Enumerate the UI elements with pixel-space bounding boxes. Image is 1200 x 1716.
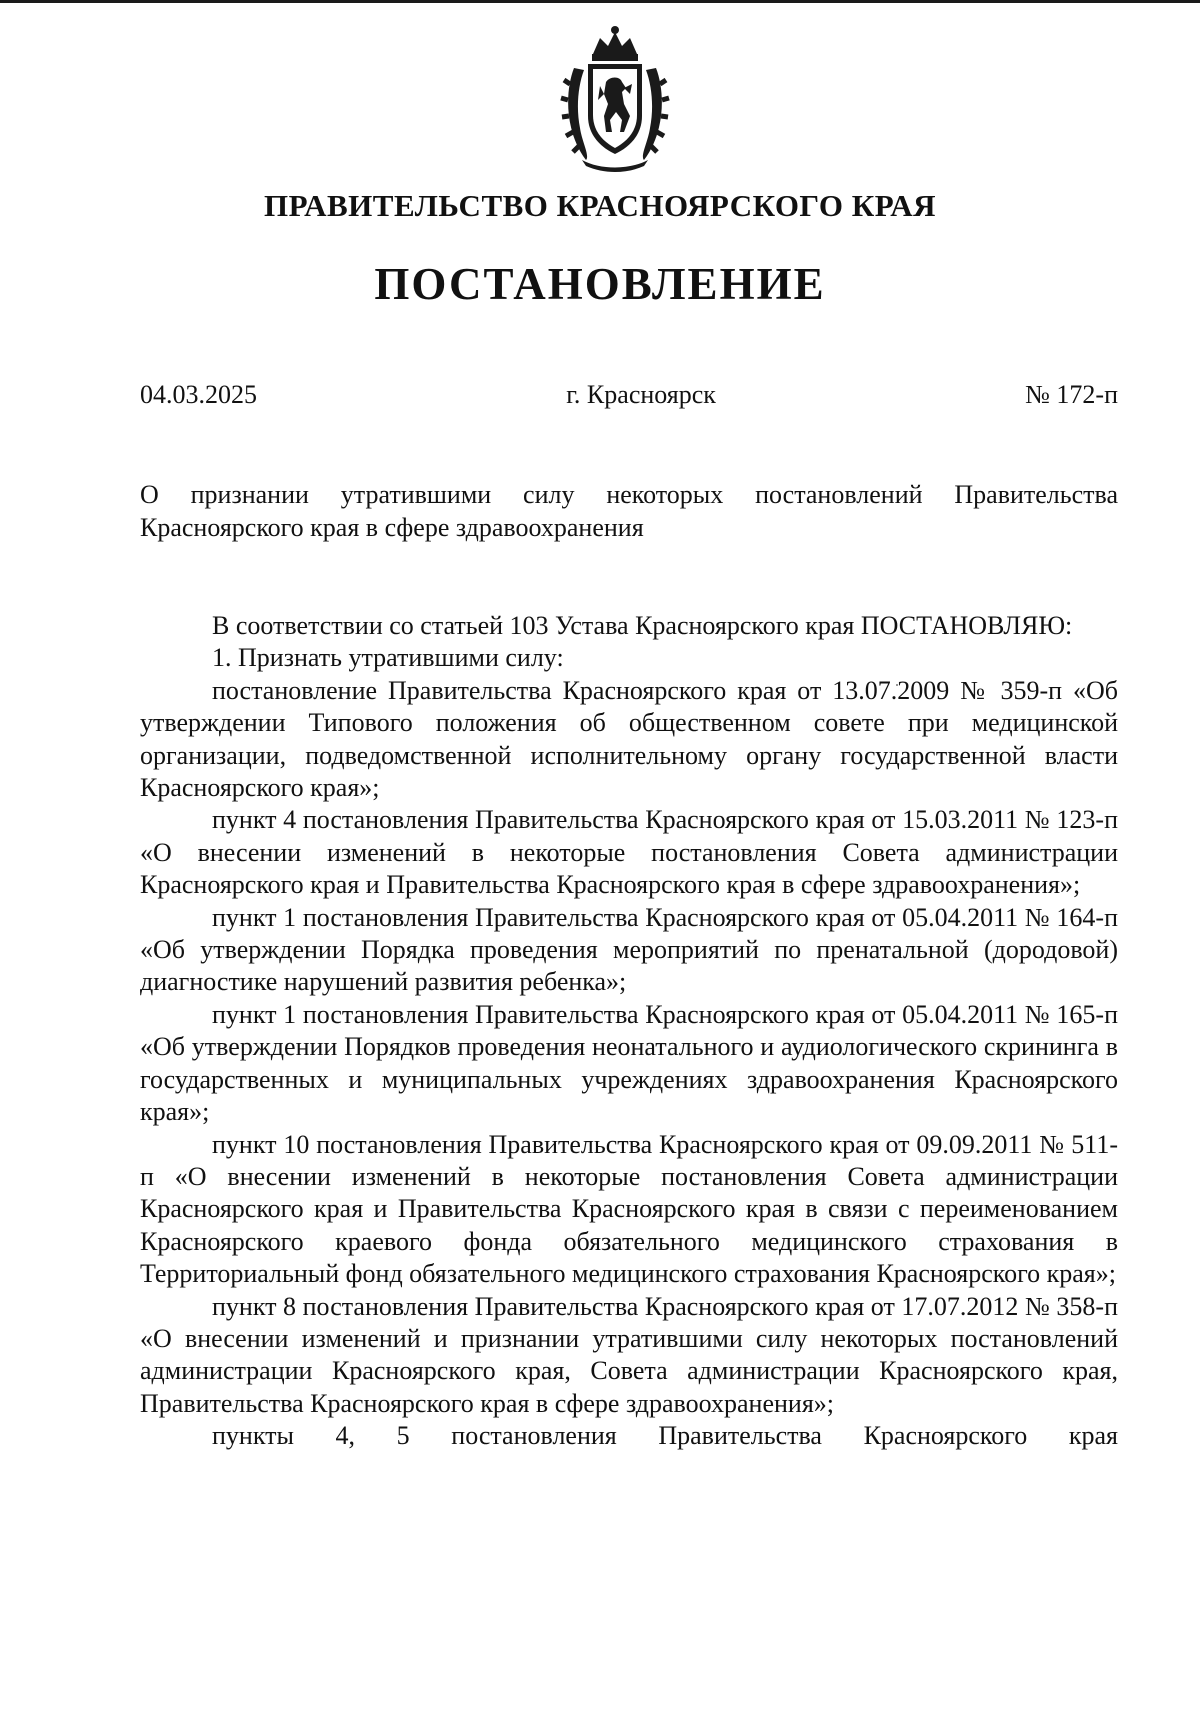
document-number: № 172-п <box>1025 380 1118 409</box>
body-paragraph-repeal-165: пункт 1 постановления Правительства Красноярского края от 05.04.2011 № 165-п «Об утверждении Порядков проведения неонатального и аудиологического скрининга в государственных и муниципальных учреждениях здравоохранения Красноярского края»; <box>140 999 1118 1127</box>
body-paragraph-repeal-123: пункт 4 постановления Правительства Красноярского края от 15.03.2011 № 123-п «О внесении изменений в некоторые постановления Совета администрации Красноярского края и Правительства Красноярского края в сфере здравоохранения»; <box>140 805 1118 900</box>
document-subject <box>140 478 1118 544</box>
body-paragraph-repeal-511: пункт 10 постановления Правительства Красноярского края от 09.09.2011 № 511-п «О внесении изменений в некоторые постановления Совета администрации Красноярского края и Правительства Красноярского края в связи с переименованием Красноярского краевого фонда обязательного медицинского страхования в Территориальный фонд обязательного медицинского страхования Красноярского края»; <box>140 1129 1118 1289</box>
scan-top-edge <box>0 0 1200 3</box>
body-paragraph-repeal-164: пункт 1 постановления Правительства Красноярского края от 05.04.2011 № 164-п «Об утверждении Порядка проведения мероприятий по пренатальной (дородовой) диагностике нарушений развития ребенка»; <box>140 902 1118 997</box>
body-paragraph-repeal-points-4-5: пункты 4, 5 постановления Правительства Красноярского края <box>212 1421 1118 1451</box>
document-type-title: ПОСТАНОВЛЕНИЕ <box>374 259 826 309</box>
document-date: 04.03.2025 <box>140 380 257 409</box>
body-paragraph-item-1: 1. Признать утратившими силу: <box>212 643 564 673</box>
body-paragraph-repeal-358: пункт 8 постановления Правительства Красноярского края от 17.07.2012 № 358-п «О внесении изменений и признании утратившими силу некоторых постановлений администрации Красноярского края, Совета администрации Красноярского края, Правительства Красноярского края в сфере здравоохранения»; <box>140 1291 1118 1418</box>
body-paragraph-repeal-359: постановление Правительства Красноярского края от 13.07.2009 № 359-п «Об утверждении Типового положения об общественном совете при медицинской организации, подведомственной исполнительному органу государственной власти Красноярского края»; <box>140 675 1118 803</box>
body-paragraph-preamble: В соответствии со статьей 103 Устава Красноярского края ПОСТАНОВЛЯЮ: <box>212 611 1073 640</box>
subject-line-2: Красноярского края в сфере здравоохранения <box>140 513 644 542</box>
coat-of-arms-icon <box>560 24 670 174</box>
document-place: г. Красноярск <box>566 380 716 409</box>
document-body <box>140 610 1118 1453</box>
document-meta-row <box>140 380 1118 410</box>
organization-title: ПРАВИТЕЛЬСТВО КРАСНОЯРСКОГО КРАЯ <box>264 188 936 223</box>
subject-line-1: О признании утратившими силу некоторых постановлений Правительства <box>140 480 1118 509</box>
